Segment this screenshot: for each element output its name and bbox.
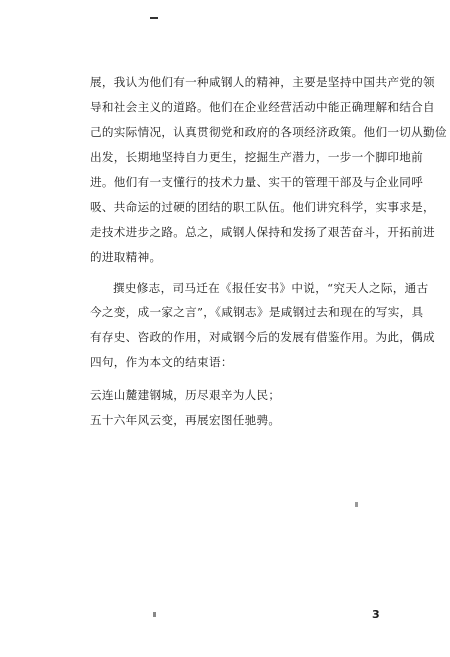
- text-line: 的进取精神。: [90, 250, 162, 264]
- text-line: 撰史修志，司马迁在《报任安书》中说，“究天人之际，通古: [113, 281, 429, 295]
- text-line: 进。他们有一支懂行的技术力量、实干的管理干部及与企业同呼: [90, 175, 424, 189]
- page-number: 3: [372, 608, 380, 621]
- text-line: 出发，长期地坚持自力更生，挖掘生产潜力，一步一个脚印地前: [90, 150, 424, 164]
- text-line: 己的实际情况，认真贯彻党和政府的各项经济政策。他们一切从勤俭: [90, 125, 447, 139]
- scan-mark: [153, 612, 156, 617]
- poem-line: 五十六年风云变，再展宏图任驰骋。: [90, 413, 281, 427]
- text-line: 导和社会主义的道路。他们在企业经营活动中能正确理解和结合自: [90, 100, 435, 114]
- scan-mark: [150, 17, 158, 19]
- text-line: 走技术进步之路。总之，咸钢人保持和发扬了艰苦奋斗，开拓前进: [90, 225, 435, 239]
- text-line: 四句，作为本文的结束语：: [90, 355, 233, 369]
- text-line: 今之变，成一家之言”，《咸钢志》是咸钢过去和现在的写实，具: [90, 305, 424, 319]
- scan-mark: [355, 502, 358, 507]
- text-line: 有存史、咨政的作用，对咸钢今后的发展有借鉴作用。为此，偶成: [90, 330, 435, 344]
- text-line: 展，我认为他们有一种咸钢人的精神，主要是坚持中国共产党的领: [90, 75, 435, 89]
- text-line: 吸、共命运的过硬的团结的职工队伍。他们讲究科学，实事求是，: [90, 200, 435, 214]
- poem-line: 云连山麓建钢城，历尽艰辛为人民；: [90, 388, 281, 402]
